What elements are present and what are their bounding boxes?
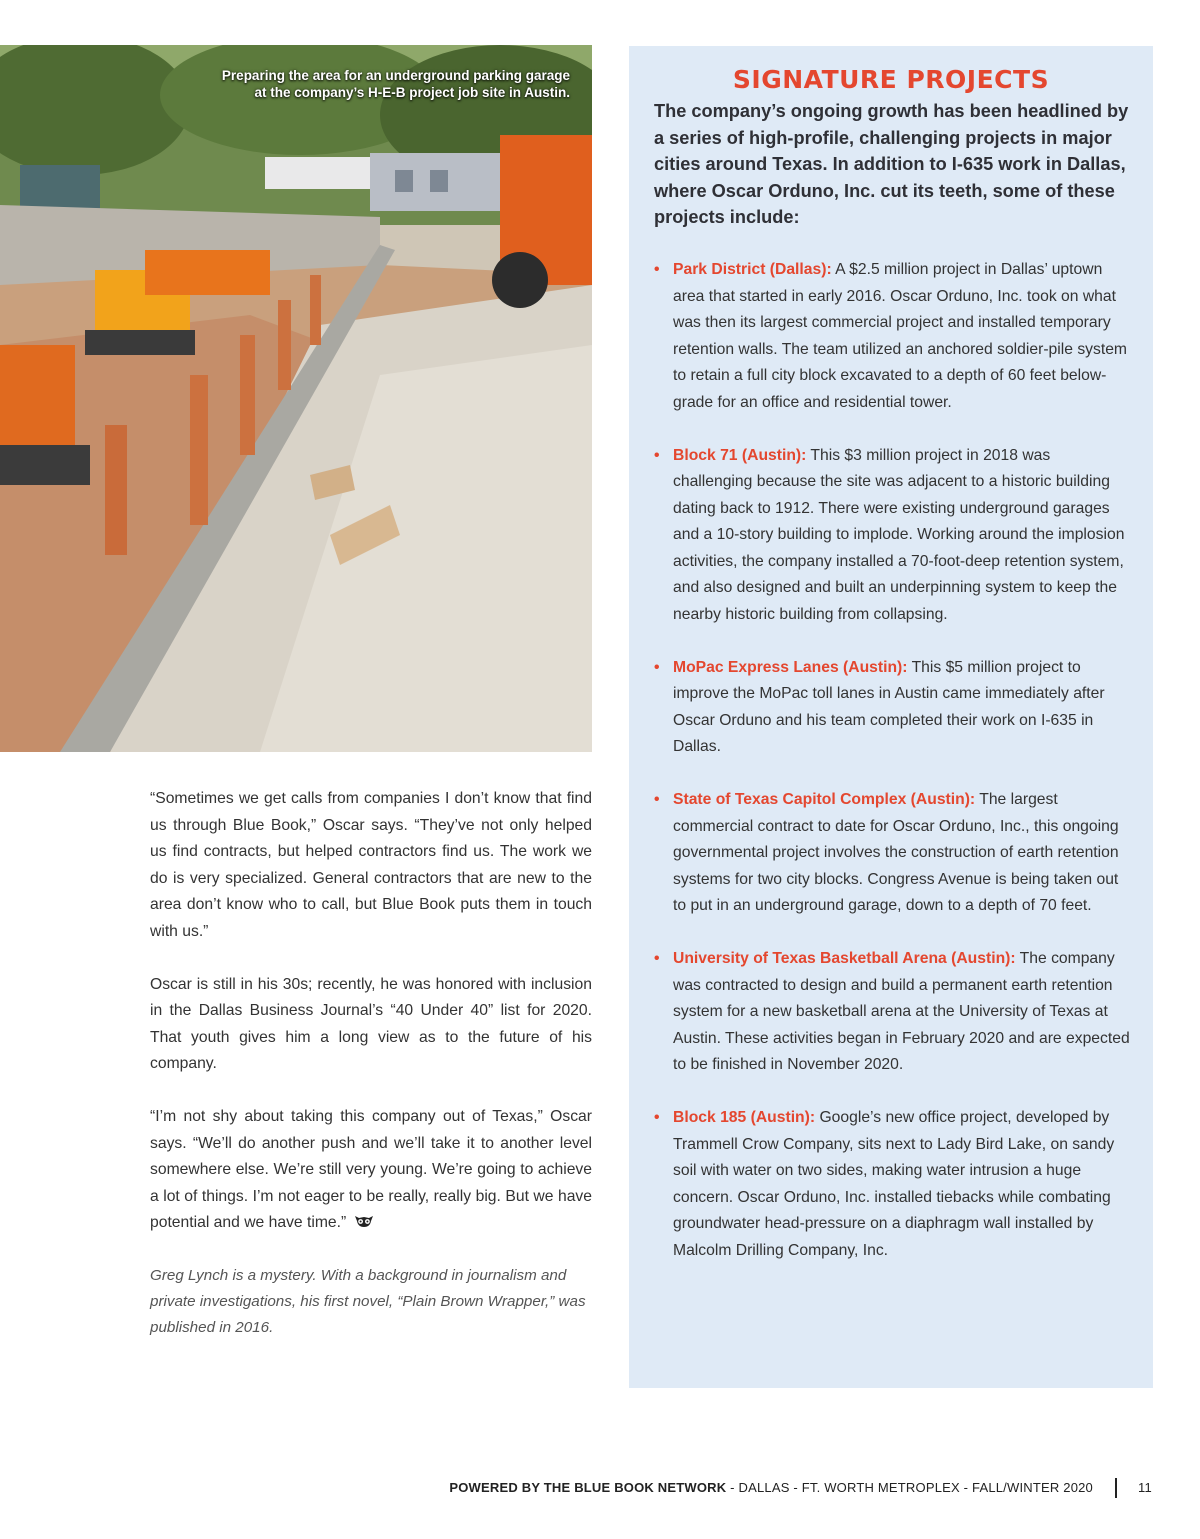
photo-caption-line-1: Preparing the area for an underground parking garage	[221, 68, 570, 83]
article-body	[150, 786, 592, 1367]
bullet: •	[654, 950, 660, 967]
photo-caption-line-2: at the company’s H-E-B project job site in Austin.	[254, 85, 570, 100]
article-paragraph-final	[150, 1104, 592, 1237]
bullet: •	[654, 261, 660, 278]
signature-projects-sidebar	[629, 46, 1153, 1388]
sidebar-title: SIGNATURE PROJECTS	[732, 65, 1050, 94]
project-description: Google’s new office project, developed by Trammell Crow Company, sits next to Lady Bird Lake, on sandy soil with water on two sides, making water intrusion a huge concern. Oscar Orduno, Inc. installed tiebacks while combating groundwater head-pressure on a diaphragm wall installed by Malcolm Drilling Company, Inc.	[673, 1109, 1115, 1259]
owl-end-mark-icon	[354, 1211, 374, 1225]
project-name: Park District (Dallas):	[673, 261, 832, 278]
article-paragraph: “Sometimes we get calls from companies I don’t know that find us through Blue Book,” Oscar says. “They’ve not only helped us find contracts, but helped contractors find us. The work we do is very specialized. General contractors that are new to the area don’t know who to call, but Blue Book puts them in touch with us.”	[150, 790, 592, 940]
project-list	[654, 257, 1132, 1291]
page-footer	[0, 1478, 1200, 1500]
bullet: •	[654, 658, 660, 676]
project-name: Block 185 (Austin):	[673, 1109, 816, 1126]
project-name: MoPac Express Lanes (Austin):	[673, 658, 908, 676]
project-description: This $5 million project to improve the MoPac toll lanes in Austin came immediately after Oscar Orduno and his team completed their work on I-635 in Dallas.	[673, 658, 1105, 755]
sidebar-intro: The company’s ongoing growth has been headlined by a series of high-profile, challenging projects in major cities around Texas. In addition to I-635 work in Dallas, where Oscar Orduno, Inc. cut its teeth, some of these projects include:	[654, 101, 1129, 227]
footer-text	[449, 1480, 1093, 1495]
project-item-park-district	[654, 257, 1132, 416]
construction-site-illustration	[0, 45, 592, 752]
article-paragraph: Oscar is still in his 30s; recently, he was honored with inclusion in the Dallas Business Journal’s “40 Under 40” list for 2020. That youth gives him a long view as to the future of his company.	[150, 975, 592, 1072]
bullet: •	[654, 1109, 660, 1126]
project-description: This $3 million project in 2018 was challenging because the site was adjacent to a historic building dating back to 1912. There were existing underground garages and a 10-story building to implode. Working around the implosion activities, the company installed a 70-foot-deep retention system, and also designed and built an underpinning system to keep the nearby historic building from collapsing.	[673, 446, 1125, 623]
construction-site-photo	[0, 45, 592, 752]
footer-divider	[1115, 1478, 1117, 1498]
article-paragraph-text: “I’m not shy about taking this company out of Texas,” Oscar says. “We’ll do another push and we’ll take it to another level somewhere else. We’re still very young. We’re going to achieve a lot of things. I’m not eager to be really, really big. But we have potential and we have time.”	[150, 1108, 592, 1231]
page-number: 11	[1138, 1480, 1152, 1495]
footer-network: POWERED BY THE BLUE BOOK NETWORK	[449, 1480, 727, 1495]
project-item-capitol-complex	[654, 787, 1132, 920]
bullet: •	[654, 791, 660, 808]
project-item-block-185	[654, 1105, 1132, 1264]
project-name: University of Texas Basketball Arena (Austin):	[673, 950, 1016, 967]
project-name: State of Texas Capitol Complex (Austin):	[673, 791, 976, 808]
project-description: The largest commercial contract to date for Oscar Orduno, Inc., this ongoing governmental project involves the construction of earth retention systems for two city blocks. Congress Avenue is being taken out to put in an underground garage, down to a depth of 70 feet.	[673, 791, 1119, 914]
project-description: A $2.5 million project in Dallas’ uptown area that started in early 2016. Oscar Orduno, Inc. took on what was then its largest commercial project and installed temporary retention walls. The team utilized an anchored soldier-pile system to retain a full city block excavated to a depth of 60 feet below-grade for an office and residential tower.	[673, 261, 1128, 411]
photo-caption	[150, 67, 570, 101]
project-item-block-71	[654, 443, 1132, 629]
project-item-mopac	[654, 655, 1132, 761]
project-name: Block 71 (Austin):	[673, 446, 807, 464]
project-item-ut-arena	[654, 946, 1132, 1079]
bullet: •	[654, 446, 660, 464]
author-bio: Greg Lynch is a mystery. With a background in journalism and private investigations, his first novel, “Plain Brown Wrapper,” was published in 2016.	[150, 1266, 586, 1336]
project-description: The company was contracted to design and build a permanent earth retention system for a new basketball arena at the University of Texas at Austin. These activities began in February 2020 and are expected to be finished in November 2020.	[673, 950, 1130, 1073]
footer-edition: - DALLAS - FT. WORTH METROPLEX - FALL/WINTER 2020	[726, 1480, 1093, 1495]
